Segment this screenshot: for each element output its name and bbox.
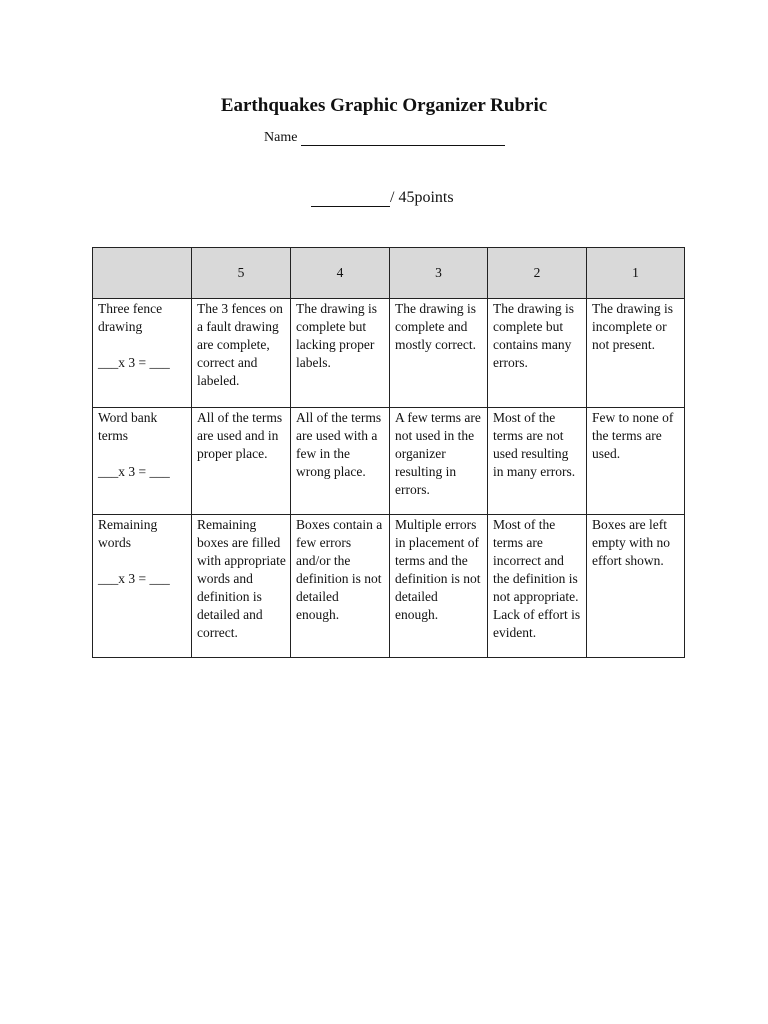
table-row bbox=[93, 408, 685, 515]
header-cell-criterion bbox=[93, 248, 192, 299]
header-cell-score-2: 2 bbox=[488, 248, 587, 299]
score-formula: ___x 3 = ___ bbox=[98, 464, 170, 479]
descriptor-cell: Boxes are left empty with no effort shown. bbox=[587, 515, 685, 658]
descriptor-cell: The drawing is incomplete or not present. bbox=[587, 299, 685, 408]
score-formula: ___x 3 = ___ bbox=[98, 571, 170, 586]
table-row bbox=[93, 299, 685, 408]
descriptor-cell: All of the terms are used and in proper place. bbox=[192, 408, 291, 515]
name-blank-line[interactable] bbox=[301, 131, 505, 146]
points-blank-line[interactable] bbox=[311, 191, 390, 207]
criterion-name: Three fence drawing bbox=[98, 301, 163, 334]
score-formula: ___x 3 = ___ bbox=[98, 355, 170, 370]
descriptor-cell: Remaining boxes are filled with appropriate words and definition is detailed and correct. bbox=[192, 515, 291, 658]
criterion-name: Word bank terms bbox=[98, 410, 158, 443]
header-cell-score-5: 5 bbox=[192, 248, 291, 299]
criterion-name: Remaining words bbox=[98, 517, 158, 550]
header-cell-score-1: 1 bbox=[587, 248, 685, 299]
descriptor-cell: The drawing is complete but contains many errors. bbox=[488, 299, 587, 408]
points-score bbox=[311, 189, 454, 207]
criterion-cell bbox=[93, 515, 192, 658]
table-row bbox=[93, 515, 685, 658]
header-cell-score-4: 4 bbox=[291, 248, 390, 299]
header-row bbox=[93, 248, 685, 299]
rubric-table bbox=[92, 247, 685, 658]
descriptor-cell: A few terms are not used in the organizer resulting in errors. bbox=[390, 408, 488, 515]
criterion-cell bbox=[93, 299, 192, 408]
descriptor-cell: Few to none of the terms are used. bbox=[587, 408, 685, 515]
descriptor-cell: Boxes contain a few errors and/or the definition is not detailed enough. bbox=[291, 515, 390, 658]
descriptor-cell: Most of the terms are not used resulting in many errors. bbox=[488, 408, 587, 515]
descriptor-cell: Multiple errors in placement of terms and the definition is not detailed enough. bbox=[390, 515, 488, 658]
name-label: Name bbox=[264, 130, 298, 145]
descriptor-cell: Most of the terms are incorrect and the definition is not appropriate. Lack of effort is evident. bbox=[488, 515, 587, 658]
descriptor-cell: The 3 fences on a fault drawing are complete, correct and labeled. bbox=[192, 299, 291, 408]
criterion-cell bbox=[93, 408, 192, 515]
descriptor-cell: The drawing is complete and mostly correct. bbox=[390, 299, 488, 408]
name-field bbox=[264, 130, 505, 146]
page-title: Earthquakes Graphic Organizer Rubric bbox=[220, 95, 548, 116]
points-label: / 45points bbox=[390, 189, 454, 206]
descriptor-cell: The drawing is complete but lacking proper labels. bbox=[291, 299, 390, 408]
header-cell-score-3: 3 bbox=[390, 248, 488, 299]
descriptor-cell: All of the terms are used with a few in the wrong place. bbox=[291, 408, 390, 515]
